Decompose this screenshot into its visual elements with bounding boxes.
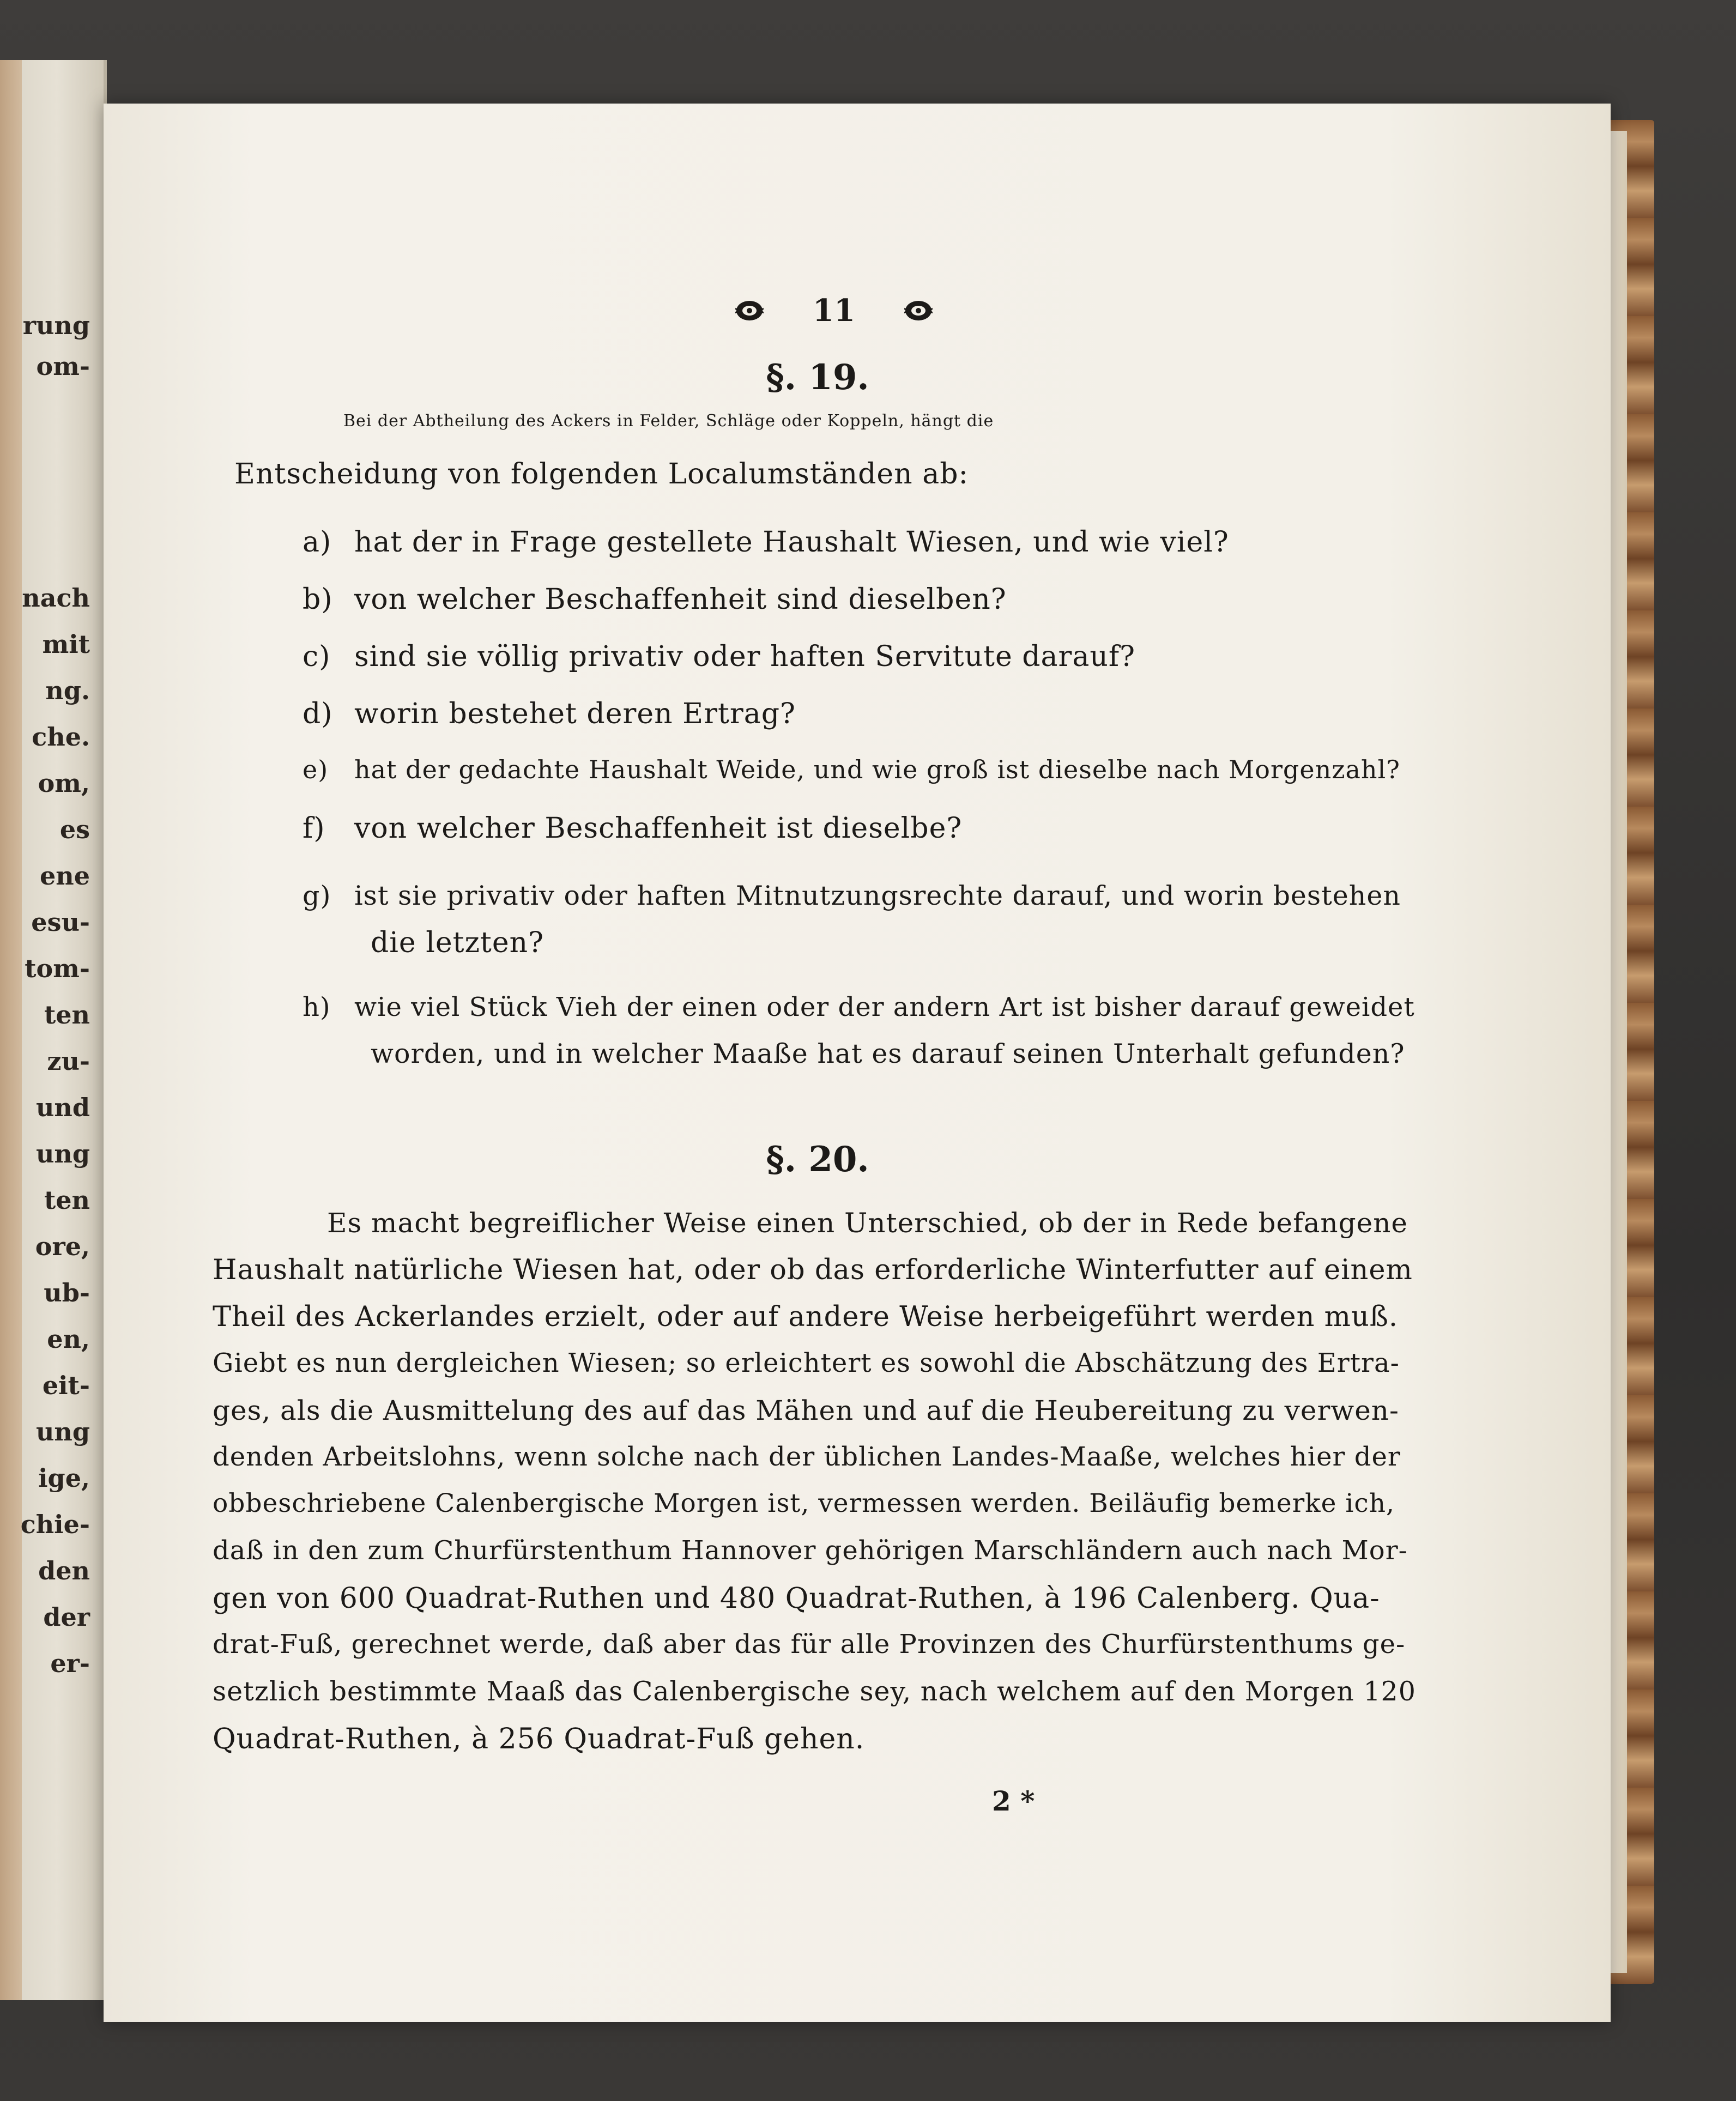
book-cover-edge-left [0,60,22,2000]
list-item-label: a) [303,526,332,559]
list-item-label: h) [303,992,331,1022]
previous-page-word: zu- [47,1046,90,1076]
paragraph-line: daß in den zum Churfürstenthum Hannover gehörigen Marschländern auch nach Mor- [213,1535,1408,1566]
flower-ornament-icon [735,299,764,323]
list-item [303,583,1007,616]
paragraph-line: ges, als die Ausmittelung des auf das Mähen und auf die Heubereitung zu verwen- [213,1395,1399,1426]
list-item-text: wie viel Stück Vieh der einen oder der andern Art ist bisher darauf geweidet [354,992,1415,1022]
previous-page-word: ung [35,1417,90,1446]
previous-page-word: der [43,1602,90,1632]
list-item-label: b) [303,583,333,616]
paragraph-line: Es macht begreiflicher Weise einen Unterschied, ob der in Rede befangene [327,1207,1408,1239]
previous-page-word: ub- [44,1278,90,1307]
intro-line: Bei der Abtheilung des Ackers in Felder, Schläge oder Koppeln, hängt die [343,411,994,431]
page-number: 11 [813,293,855,329]
previous-page-word: ige, [38,1463,90,1493]
previous-page-word: esu- [31,907,90,937]
previous-page-word: ene [40,861,90,891]
list-item-text: hat der in Frage gestellete Haushalt Wiesen, und wie viel? [354,526,1229,559]
previous-page-word: om, [38,768,90,798]
paragraph-line: Quadrat-Ruthen, à 256 Quadrat-Fuß gehen. [213,1723,865,1755]
section-heading-20: §. 20. [766,1139,869,1180]
list-item [303,526,1229,559]
list-item-continuation: die letzten? [371,927,544,959]
list-item [303,880,1401,911]
list-item-text: von welcher Beschaffenheit ist dieselbe? [354,812,963,845]
previous-page-word: eit- [42,1371,90,1400]
paragraph-line: Haushalt natürliche Wiesen hat, oder ob das erforderliche Winterfutter auf einem [213,1254,1413,1286]
paragraph-line: setzlich bestimmte Maaß das Calenbergische sey, nach welchem auf den Morgen 120 [213,1676,1416,1707]
list-item-label: c) [303,640,331,673]
previous-page-word: ten [44,1185,90,1215]
previous-page-word: rung [22,311,90,340]
previous-page-word: ung [35,1139,90,1168]
list-item-text: ist sie privativ oder haften Mitnutzungsrechte darauf, und worin bestehen [354,880,1401,911]
list-item-label: d) [303,698,333,730]
list-item [303,698,796,730]
previous-page-word: ore, [35,1232,90,1261]
paragraph-line: gen von 600 Quadrat-Ruthen und 480 Quadrat-Ruthen, à 196 Calenberg. Qua- [213,1582,1380,1615]
previous-page-word: ng. [45,676,90,705]
list-item-text: von welcher Beschaffenheit sind dieselben? [354,583,1007,616]
list-item [303,812,962,845]
list-item-text: sind sie völlig privativ oder haften Servitute darauf? [354,640,1136,673]
section-heading-19: §. 19. [766,357,869,398]
previous-page-word: en, [47,1324,90,1354]
list-item-continuation: worden, und in welcher Maaße hat es darauf seinen Unterhalt gefunden? [371,1038,1405,1069]
flower-ornament-icon [904,299,933,323]
previous-page-word: und [35,1093,90,1122]
intro-line: Entscheidung von folgenden Localumständen ab: [234,458,969,491]
previous-page-word: ten [44,1000,90,1030]
previous-page-word: chie- [20,1510,90,1539]
paragraph-line: obbeschriebene Calenbergische Morgen ist, vermessen werden. Beiläufig bemerke ich, [213,1488,1395,1518]
previous-page-word: mit [42,629,90,659]
page-header [698,292,970,330]
previous-page-word: den [38,1556,90,1585]
previous-page-word: nach [22,583,90,613]
list-item-label: e) [303,755,329,784]
list-item-text: worin bestehet deren Ertrag? [354,698,796,730]
list-item [303,992,1415,1022]
paragraph-line: denden Arbeitslohns, wenn solche nach der üblichen Landes-Maaße, welches hier der [213,1442,1401,1472]
signature-mark: 2 * [992,1785,1035,1817]
previous-page-word: che. [32,722,90,752]
list-item-label: g) [303,880,331,911]
previous-page-word: tom- [25,954,90,983]
list-item [303,755,1400,784]
previous-page-word: es [59,815,90,844]
list-item-label: f) [303,812,325,845]
list-item [303,640,1135,673]
previous-page-word: om- [36,352,90,381]
list-item-text: hat der gedachte Haushalt Weide, und wie groß ist dieselbe nach Morgenzahl? [354,755,1400,784]
previous-page-word: er- [50,1649,90,1678]
paragraph-line: Theil des Ackerlandes erzielt, oder auf andere Weise herbeigeführt werden muß. [213,1301,1399,1333]
paragraph-line: drat-Fuß, gerechnet werde, daß aber das für alle Provinzen des Churfürstenthums ge- [213,1629,1406,1660]
paragraph-line: Giebt es nun dergleichen Wiesen; so erleichtert es sowohl die Abschätzung des Ertra- [213,1348,1400,1378]
